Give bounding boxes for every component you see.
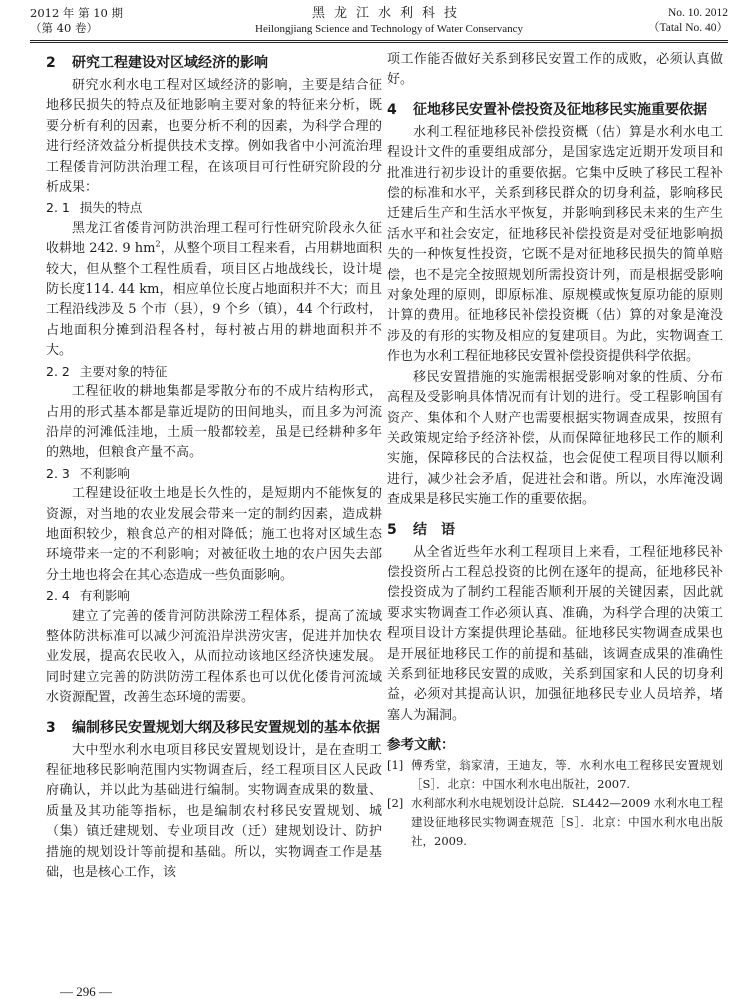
section-2-heading [46,52,382,74]
subsection-title: 不利影响 [79,465,130,481]
section-title: 编制移民安置规划大纲及移民安置规划的基本依据 [72,719,380,736]
section-title: 征地移民安置补偿投资及征地移民实施重要依据 [413,101,707,118]
text-run: 黑龙江省倭肯河防洪治理工程可行性研究阶段永久征收耕地 242. 9 hm [46,220,382,257]
right-column [387,50,723,851]
paragraph: 移民安置措施的实施需根据受影响对象的性质、分布高程及受影响具体情况而有计划的进行。受工程影响国有资产、集体和个人财产也需要根据实物调查成果，按照有关政策规定给予经济补偿，从而保障征地移民工作的顺利实施，保障移民的合法权益，也会促使工程项目得以顺利进行，减少社会矛盾，促进社会和谐。所以，水库淹没调查成果是移民实施工作的重要依据。 [387,369,723,508]
paragraph-continued: 项工作能否做好关系到移民安置工作的成败，必须认真做好。 [387,52,723,88]
text-run: ，从整个项目工程来看，占用耕地面积较大，但从整个工程性质看，项目区占地战线长，设计堤防长度114. 44 km，相应单位长度占地面积并不大；而且工程沿线涉及 5 个市（县），9 个乡（镇），44 个行政村，占地面积分摊到沿程各村，每村被占用的耕地面积并不大。 [46,241,382,359]
subsection-2-1-heading [46,198,382,218]
paragraph: 工程建设征收土地是长久性的，是短期内不能恢复的资源，对当地的农业发展会带来一定的制约因素，造成耕地面积较少，粮食总产的相对降低；施工也将对区域生态环境带来一定的不利影响；对被征收土地的农户因失去部分土地也将会在其心态造成一些负面影响。 [46,486,382,583]
header-year-issue: 2012 年 第 10 期 [30,6,124,20]
header-no: No. 10. 2012 [667,7,728,19]
reference-text: 傅秀堂，翁家清，王迪友，等．水利水电工程移民安置规划［S］．北京：中国水利水电出版社，2007. [411,758,723,792]
header-total-no: （Tatal No. 40） [648,22,728,34]
running-header [30,6,728,42]
reference-item [387,794,723,851]
subsection-number: 2. 2 [46,363,70,379]
subsection-title: 损失的特点 [79,200,143,216]
reference-text: 水利部水利水电规划设计总院．SL442—2009 水利水电工程建设征地移民实物调查规范［S］．北京：中国水利水电出版社，2009. [411,796,723,849]
section-4-heading [387,99,723,121]
paragraph: 大中型水利水电项目移民安置规划设计，是在查明工程征地移民影响范围内实物调查后，经工程项目区人民政府确认，并以此为基础进行编制。实物调查成果的数量、质量及其功能等指标，也是编制农村移民安置规划、城（集）镇迁建规划、专业项目改（迁）建规划设计、防护措施的规划设计等前提和基础。所以，实物调查工作是基础，也是核心工作，该 [46,742,382,881]
page-number: — 296 — [60,984,112,999]
paragraph: 从全省近些年水利工程项目上来看，工程征地移民补偿投资所占工程总投资的比例在逐年的提高，征地移民补偿投资成为了制约工程能否顺利开展的关键因素，因此就要求实物调查工作必须认真、准确，为科学合理的决策工程项目设计方案提供理论基础。征地移民实物调查成果也是开展征地移民工作的前提和基础，该调查成果的准确性关系到征地移民安置的成败，关系到国家和人民的切身利益，必须对其提高认识，加强征地移民专业人员培养，堵塞人为漏洞。 [387,544,723,723]
section-number: 4 [387,101,397,118]
paragraph [46,219,382,362]
subsection-number: 2. 3 [46,465,70,481]
reference-number: [2] [387,796,404,811]
section-title: 研究工程建设对区域经济的影响 [72,55,268,71]
subsection-title: 主要对象的特征 [79,363,168,379]
section-3-heading [46,717,382,739]
subsection-title: 有利影响 [79,588,130,604]
header-issue-info [30,6,123,36]
section-number: 2 [46,55,56,71]
journal-title-cn: 黑龙江水利科技 [311,6,466,21]
section-title: 结 语 [413,521,455,538]
reference-item [387,756,723,794]
references-heading: 参考文献： [387,737,455,754]
left-column [46,50,382,883]
paragraph: 水利工程征地移民补偿投资概（估）算是水利水电工程设计文件的重要组成部分，是国家选定近期开发项目和批准进行初步设计的重要依据。它集中反映了移民工程补偿的标准和水平，关系到移民群众的切身利益，影响移民迁建后生产和生活水平恢复，并影响到移民未来的生产生活水平和社会安定，征地移民补偿投资是对受征地影响损失的一种恢复性投资，它既不是对征地移民损失的简单赔偿，也不是完全按照规划所需投资计列，而是根据受影响对象处理的原则，即原标准、原规模或恢复原功能的原则计算的费用。征地移民补偿投资概（估）算的对象是淹没涉及的有形的实物及相应的复建项目。为此，实物调查工作也为水利工程征地移民安置补偿投资提供科学依据。 [387,124,723,365]
section-number: 3 [46,719,56,736]
section-number: 5 [387,521,397,538]
paragraph: 工程征收的耕地集都是零散分布的不成片结构形式，占用的形式基本都是靠近堤防的田间地头，而且多为河流沿岸的河滩低洼地，土质一般都较差，虽是已经耕种多年的熟地，但粮食产量不高。 [46,384,382,461]
paragraph: 建立了完善的倭肯河防洪除涝工程体系，提高了流域整体防洪标准可以减少河流沿岸洪涝灾害，促进并加快农业发展，提高农民收入，从而拉动该地区经济快速发展。同时建立完善的防洪防涝工程体系也可以优化倭肯河流域水资源配置，改善生态环境的需要。 [46,608,382,706]
header-issue-number [648,6,728,36]
header-volume: （第 40 卷） [30,21,98,35]
subsection-number: 2. 1 [46,200,70,216]
paragraph: 研究水利水电工程对区域经济的影响，主要是结合征地移民损失的特点及征地影响主要对象的特征来分析，既要分析有利的因素，也要分析不利的因素，为科学合理的进行经济效益分析提供技术支撑。例如我省中小河流治理工程倭肯河防洪治理工程，在该项目可行性研究阶段的分析成果： [46,78,382,196]
subsection-2-2-heading [46,362,382,382]
reference-number: [1] [387,758,404,773]
subsection-2-3-heading [46,464,382,484]
header-journal-title [210,6,568,37]
header-rule-thin [30,42,728,43]
journal-title-en: Heilongjiang Science and Technology of Water Conservancy [255,23,523,35]
header-rule [30,40,728,41]
section-5-heading [387,519,723,541]
subsection-2-4-heading [46,586,382,606]
subsection-number: 2. 4 [46,588,70,604]
superscript: 2 [155,239,161,249]
